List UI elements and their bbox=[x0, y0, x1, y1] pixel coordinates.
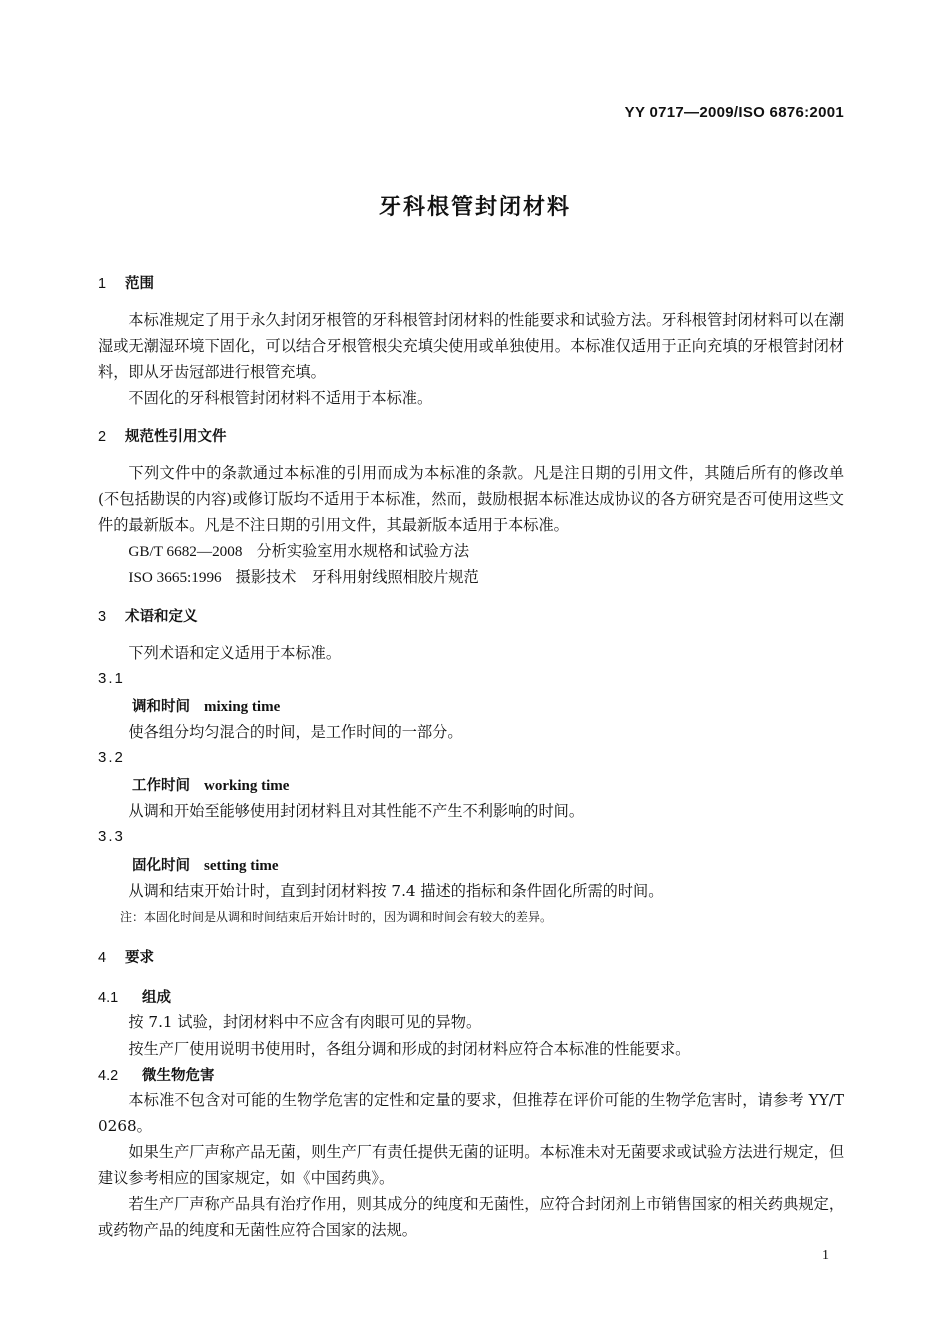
term-3-2 bbox=[98, 774, 878, 795]
term-english: mixing time bbox=[204, 699, 281, 715]
subsection-4-1-paragraph-2: 按生产厂使用说明书使用时，各组分调和形成的封闭材料应符合本标准的性能要求。 bbox=[128, 1040, 691, 1058]
section-number: 1 bbox=[98, 276, 107, 292]
term-chinese: 固化时间 bbox=[132, 858, 190, 874]
term-chinese: 工作时间 bbox=[132, 778, 190, 794]
section-2-paragraph-1: 下列文件中的条款通过本标准的引用而成为本标准的条款。凡是注日期的引用文件，其随后所有的修改单(不包括勘误的内容)或修订版均不适用于本标准，然而，鼓励根据本标准达成协议的各方研究是否可使用这些文件的最新版本。凡是不注日期的引用文件，其最新版本适用于本标准。 bbox=[98, 464, 844, 534]
term-3-1-number: 3.1 bbox=[98, 670, 125, 687]
term-3-1-definition: 使各组分均匀混合的时间，是工作时间的一部分。 bbox=[128, 723, 463, 741]
section-number: 4 bbox=[98, 950, 107, 966]
subsection-4-2-paragraph-2: 如果生产厂声称产品无菌，则生产厂有责任提供无菌的证明。本标准未对无菌要求或试验方法进行规定，但建议参考相应的国家规定，如《中国药典》。 bbox=[98, 1143, 844, 1187]
term-3-3-number: 3.3 bbox=[98, 828, 125, 845]
section-title: 范围 bbox=[125, 276, 154, 292]
section-title: 术语和定义 bbox=[125, 609, 198, 625]
reference-code: GB/T 6682—2008 bbox=[128, 543, 243, 560]
subsection-number: 4.2 bbox=[98, 1068, 119, 1084]
term-3-2-definition: 从调和开始至能够使用封闭材料且对其性能不产生不利影响的时间。 bbox=[128, 802, 585, 820]
term-3-3-note: 注：本固化时间是从调和时间结束后开始计时的，因为调和时间会有较大的差异。 bbox=[120, 910, 553, 924]
reference-item-1 bbox=[98, 538, 874, 565]
section-1-heading bbox=[98, 272, 844, 293]
term-3-2-number: 3.2 bbox=[98, 749, 125, 766]
section-3-paragraph-1: 下列术语和定义适用于本标准。 bbox=[128, 644, 342, 662]
term-english: working time bbox=[204, 778, 290, 794]
section-title: 规范性引用文件 bbox=[125, 429, 227, 445]
subsection-number: 4.1 bbox=[98, 990, 119, 1006]
document-title: 牙科根管封闭材料 bbox=[378, 195, 571, 220]
section-2-heading bbox=[98, 425, 844, 446]
reference-title: 摄影技术 牙科用射线照相胶片规范 bbox=[235, 568, 479, 586]
subsection-4-1-paragraph-1: 按 7.1 试验，封闭材料中不应含有肉眼可见的异物。 bbox=[128, 1013, 482, 1031]
reference-code: ISO 3665:1996 bbox=[128, 569, 222, 586]
reference-item-2 bbox=[98, 564, 874, 591]
section-title: 要求 bbox=[125, 950, 154, 966]
subsection-4-1-heading bbox=[98, 986, 844, 1007]
section-4-heading bbox=[98, 946, 844, 967]
subsection-4-2-paragraph-3: 若生产厂声称产品具有治疗作用，则其成分的纯度和无菌性，应符合封闭剂上市销售国家的相关药典规定，或药物产品的纯度和无菌性应符合国家的法规。 bbox=[98, 1195, 844, 1239]
subsection-title: 微生物危害 bbox=[142, 1068, 215, 1084]
term-english: setting time bbox=[204, 858, 279, 874]
standard-code-header: YY 0717—2009/ISO 6876:2001 bbox=[624, 104, 844, 121]
term-3-3 bbox=[98, 854, 878, 875]
section-number: 2 bbox=[98, 429, 107, 445]
reference-title: 分析实验室用水规格和试验方法 bbox=[256, 542, 470, 560]
subsection-title: 组成 bbox=[142, 990, 171, 1006]
section-3-heading bbox=[98, 605, 844, 626]
section-1-paragraph-1: 本标准规定了用于永久封闭牙根管的牙科根管封闭材料的性能要求和试验方法。牙科根管封闭材料可以在潮湿或无潮湿环境下固化，可以结合牙根管根尖充填尖使用或单独使用。本标准仅适用于正向充填的牙根管封闭材料，即从牙齿冠部进行根管充填。 bbox=[98, 311, 844, 381]
term-3-1 bbox=[98, 695, 878, 716]
subsection-4-2-heading bbox=[98, 1064, 844, 1085]
section-number: 3 bbox=[98, 609, 107, 625]
page-number: 1 bbox=[822, 1248, 829, 1263]
section-1-paragraph-2: 不固化的牙科根管封闭材料不适用于本标准。 bbox=[128, 389, 433, 407]
term-chinese: 调和时间 bbox=[132, 699, 190, 715]
term-3-3-definition: 从调和结束开始计时，直到封闭材料按 7.4 描述的指标和条件固化所需的时间。 bbox=[128, 882, 664, 900]
subsection-4-2-paragraph-1: 本标准不包含对可能的生物学危害的定性和定量的要求，但推荐在评价可能的生物学危害时，请参考 YY/T 0268。 bbox=[98, 1091, 844, 1135]
